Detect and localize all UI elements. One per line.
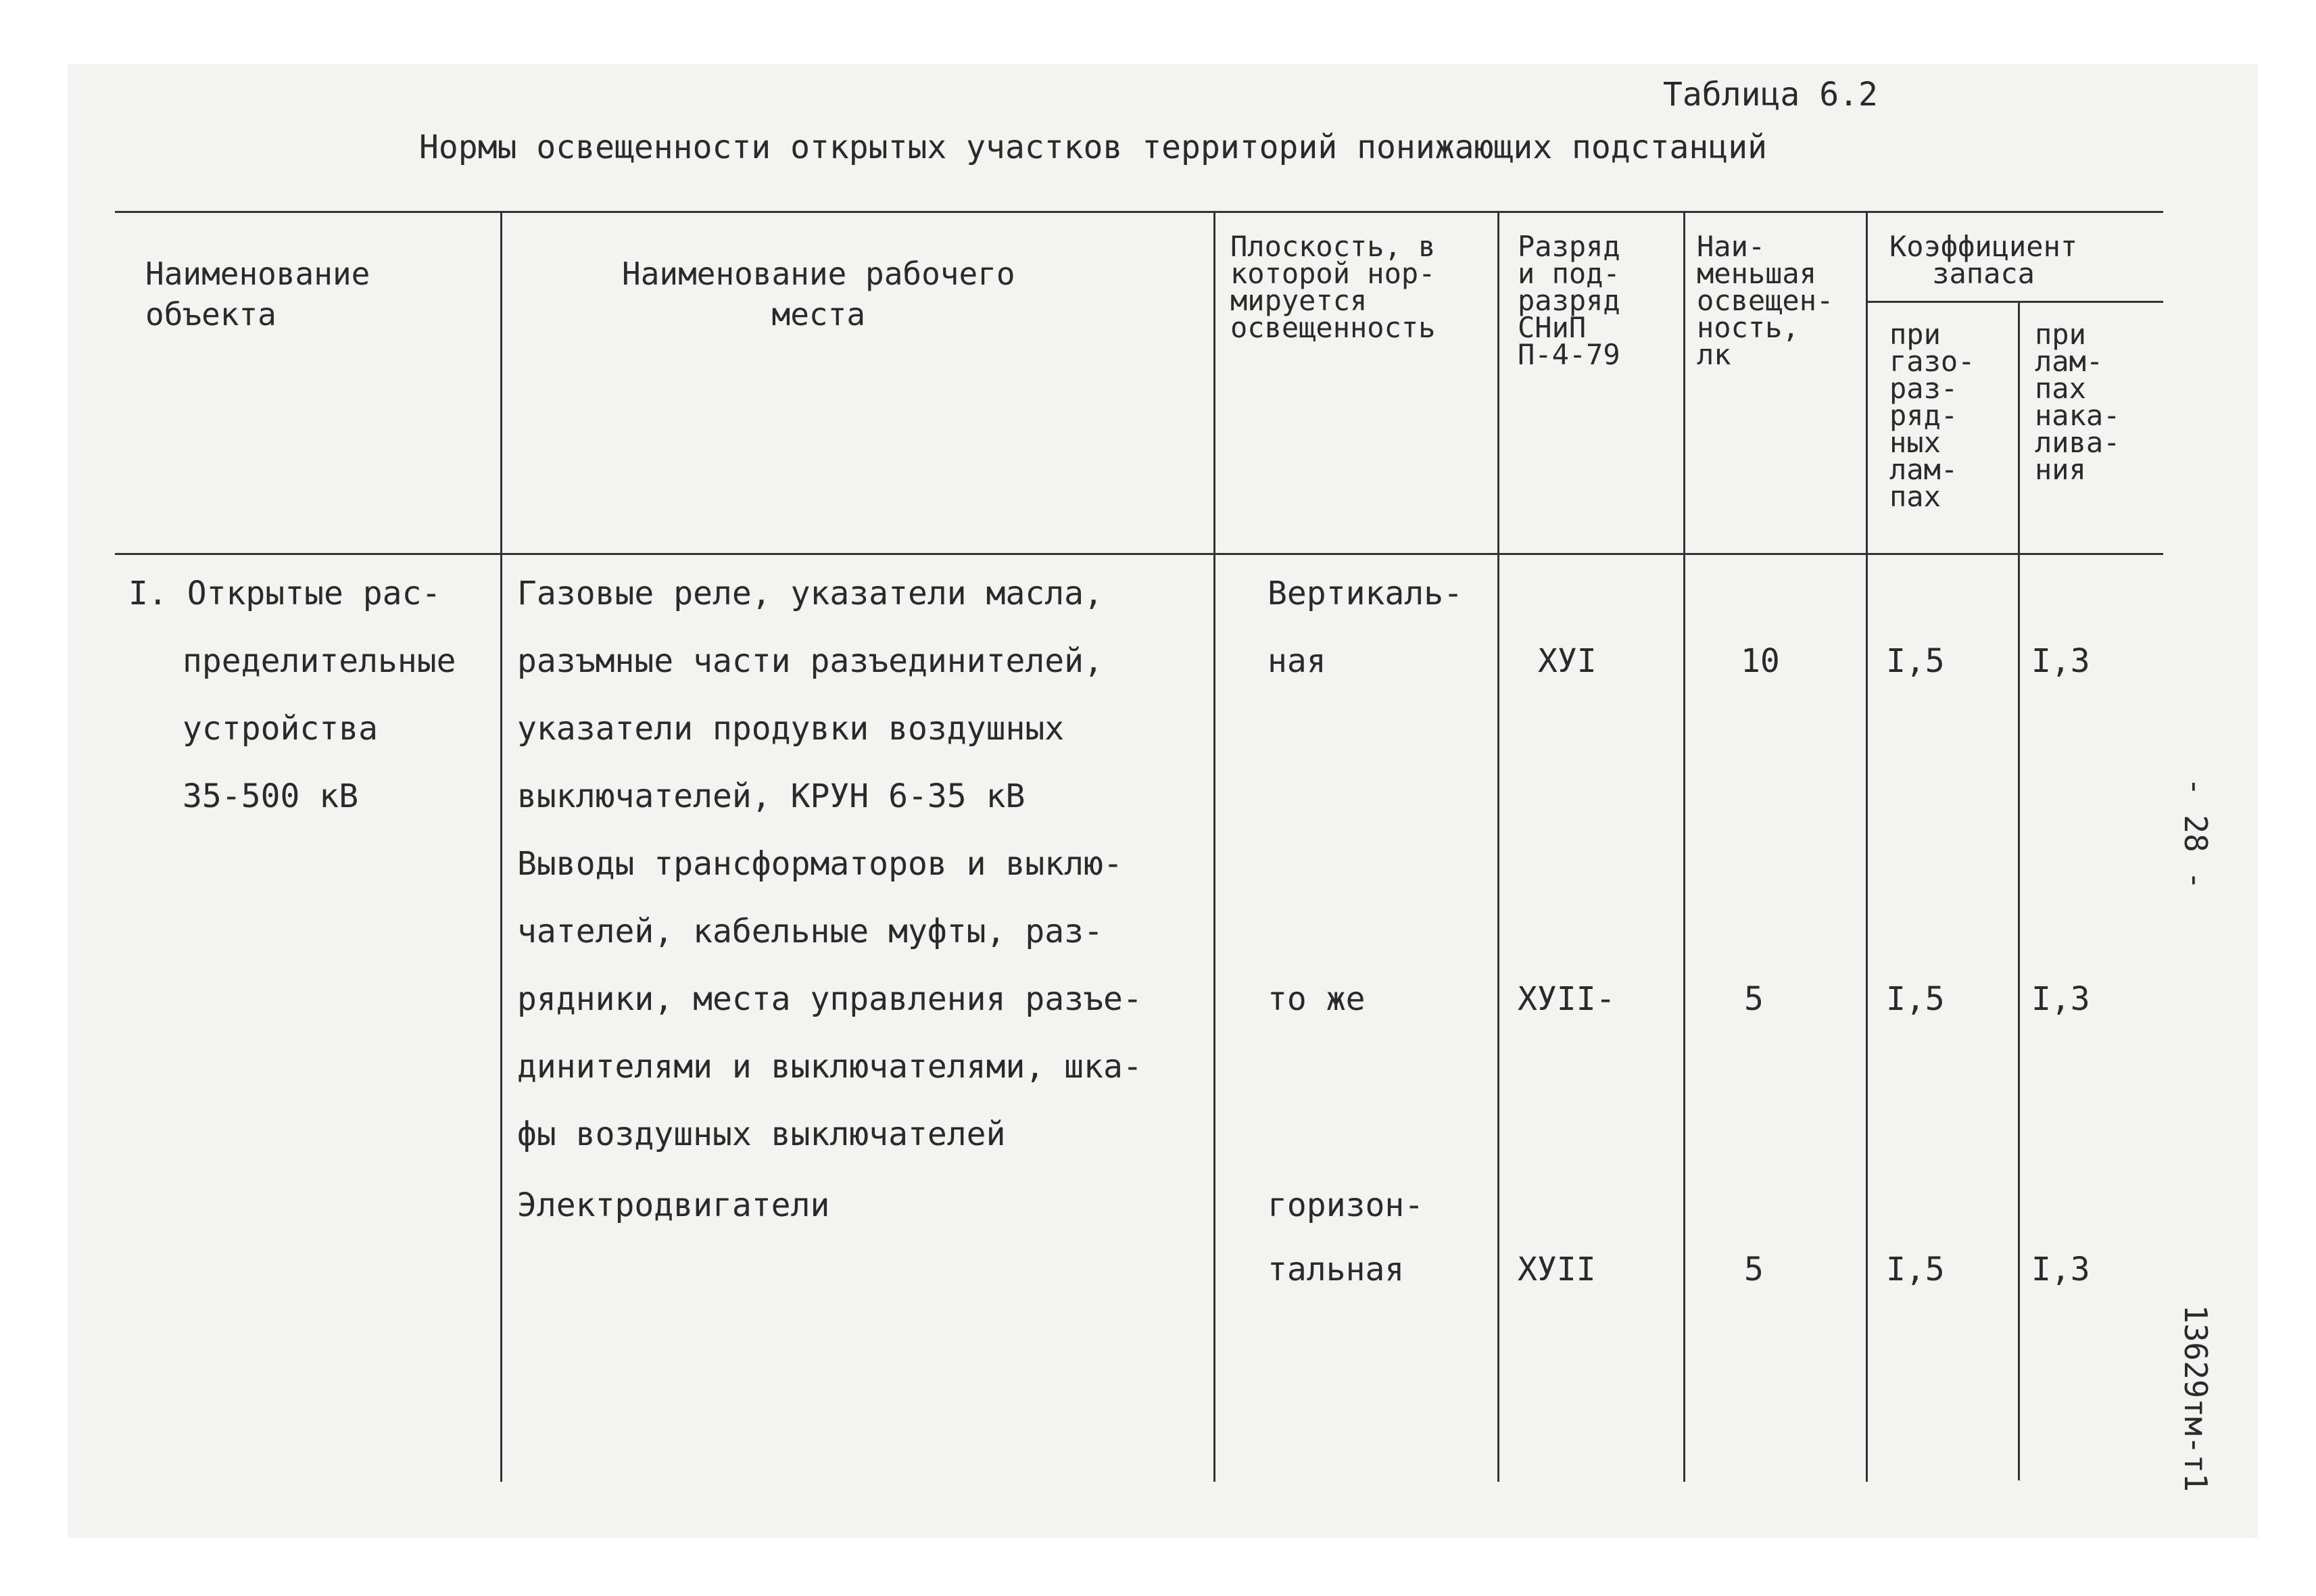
workplace-line: разъмные части разъединителей, xyxy=(517,642,1103,680)
header-coef-gas: при газо- раз- ряд- ных лам- пах xyxy=(1889,318,1975,513)
coef-gas-cell: I,5 xyxy=(1886,980,1945,1018)
object-line: 35-500 кВ xyxy=(183,777,359,815)
category-cell: ХУII- xyxy=(1518,980,1616,1018)
col-divider-6 xyxy=(2018,301,2020,1480)
header-min-lux: Наи- меньшая освещен- ность, лк xyxy=(1697,230,1834,371)
page-number: - 28 - xyxy=(2177,777,2214,890)
col-divider-4 xyxy=(1683,211,1685,1482)
coef-inc-cell: I,3 xyxy=(2031,1251,2090,1288)
category-cell: ХУI xyxy=(1538,642,1597,680)
workplace-line: выключателей, КРУН 6-35 кВ xyxy=(517,777,1026,815)
min-lux-cell: 10 xyxy=(1741,642,1780,680)
coef-inc-cell: I,3 xyxy=(2031,980,2090,1018)
col-divider-5 xyxy=(1866,211,1868,1482)
plane-line: ная xyxy=(1268,642,1326,680)
workplace-line: Газовые реле, указатели масла, xyxy=(517,575,1103,612)
col-divider-3 xyxy=(1497,211,1499,1482)
header-workplace: Наименование рабочего места xyxy=(622,256,1015,333)
header-category: Разряд и под- разряд СНиП П-4-79 xyxy=(1518,230,1620,371)
workplace-line: Выводы трансформаторов и выклю- xyxy=(517,845,1123,883)
workplace-line: рядники, места управления разъе- xyxy=(517,980,1142,1018)
header-plane: Плоскость, в которой нор- мируется освещенность xyxy=(1230,230,1436,344)
object-line: устройства xyxy=(183,710,378,748)
object-line: I. Открытые рас- xyxy=(128,575,441,612)
col-divider-1 xyxy=(500,211,502,1482)
header-object: Наименование объекта xyxy=(145,256,370,333)
coef-inc-cell: I,3 xyxy=(2031,642,2090,680)
min-lux-cell: 5 xyxy=(1744,980,1764,1018)
object-line: пределительные xyxy=(183,642,456,680)
workplace-line: Электродвигатели xyxy=(517,1186,830,1224)
plane-line: Вертикаль- xyxy=(1268,575,1463,612)
table-top-border xyxy=(115,211,2163,213)
col-divider-2 xyxy=(1213,211,1215,1482)
header-coef-incandescent: при лам- пах нака- лива- ния xyxy=(2035,318,2121,486)
workplace-line: фы воздушных выключателей xyxy=(517,1115,1006,1153)
document-code: 13629тм-т1 xyxy=(2177,1305,2214,1492)
header-bottom-border xyxy=(115,553,2163,555)
table-label: Таблица 6.2 xyxy=(1663,76,1878,114)
workplace-line: динителями и выключателями, шка- xyxy=(517,1048,1142,1086)
coef-gas-cell: I,5 xyxy=(1886,1251,1945,1288)
plane-line: то же xyxy=(1268,980,1366,1018)
coef-subheader-border xyxy=(1866,301,2163,303)
header-coefficient: Коэффициент запаса xyxy=(1889,230,2078,290)
workplace-line: чателей, кабельные муфты, раз- xyxy=(517,913,1103,950)
plane-line: горизон- xyxy=(1268,1186,1424,1224)
coef-gas-cell: I,5 xyxy=(1886,642,1945,680)
table-title: Нормы освещенности открытых участков территорий понижающих подстанций xyxy=(419,128,1767,166)
min-lux-cell: 5 xyxy=(1744,1251,1764,1288)
workplace-line: указатели продувки воздушных xyxy=(517,710,1065,748)
category-cell: ХУII xyxy=(1518,1251,1596,1288)
plane-line: тальная xyxy=(1268,1251,1405,1288)
